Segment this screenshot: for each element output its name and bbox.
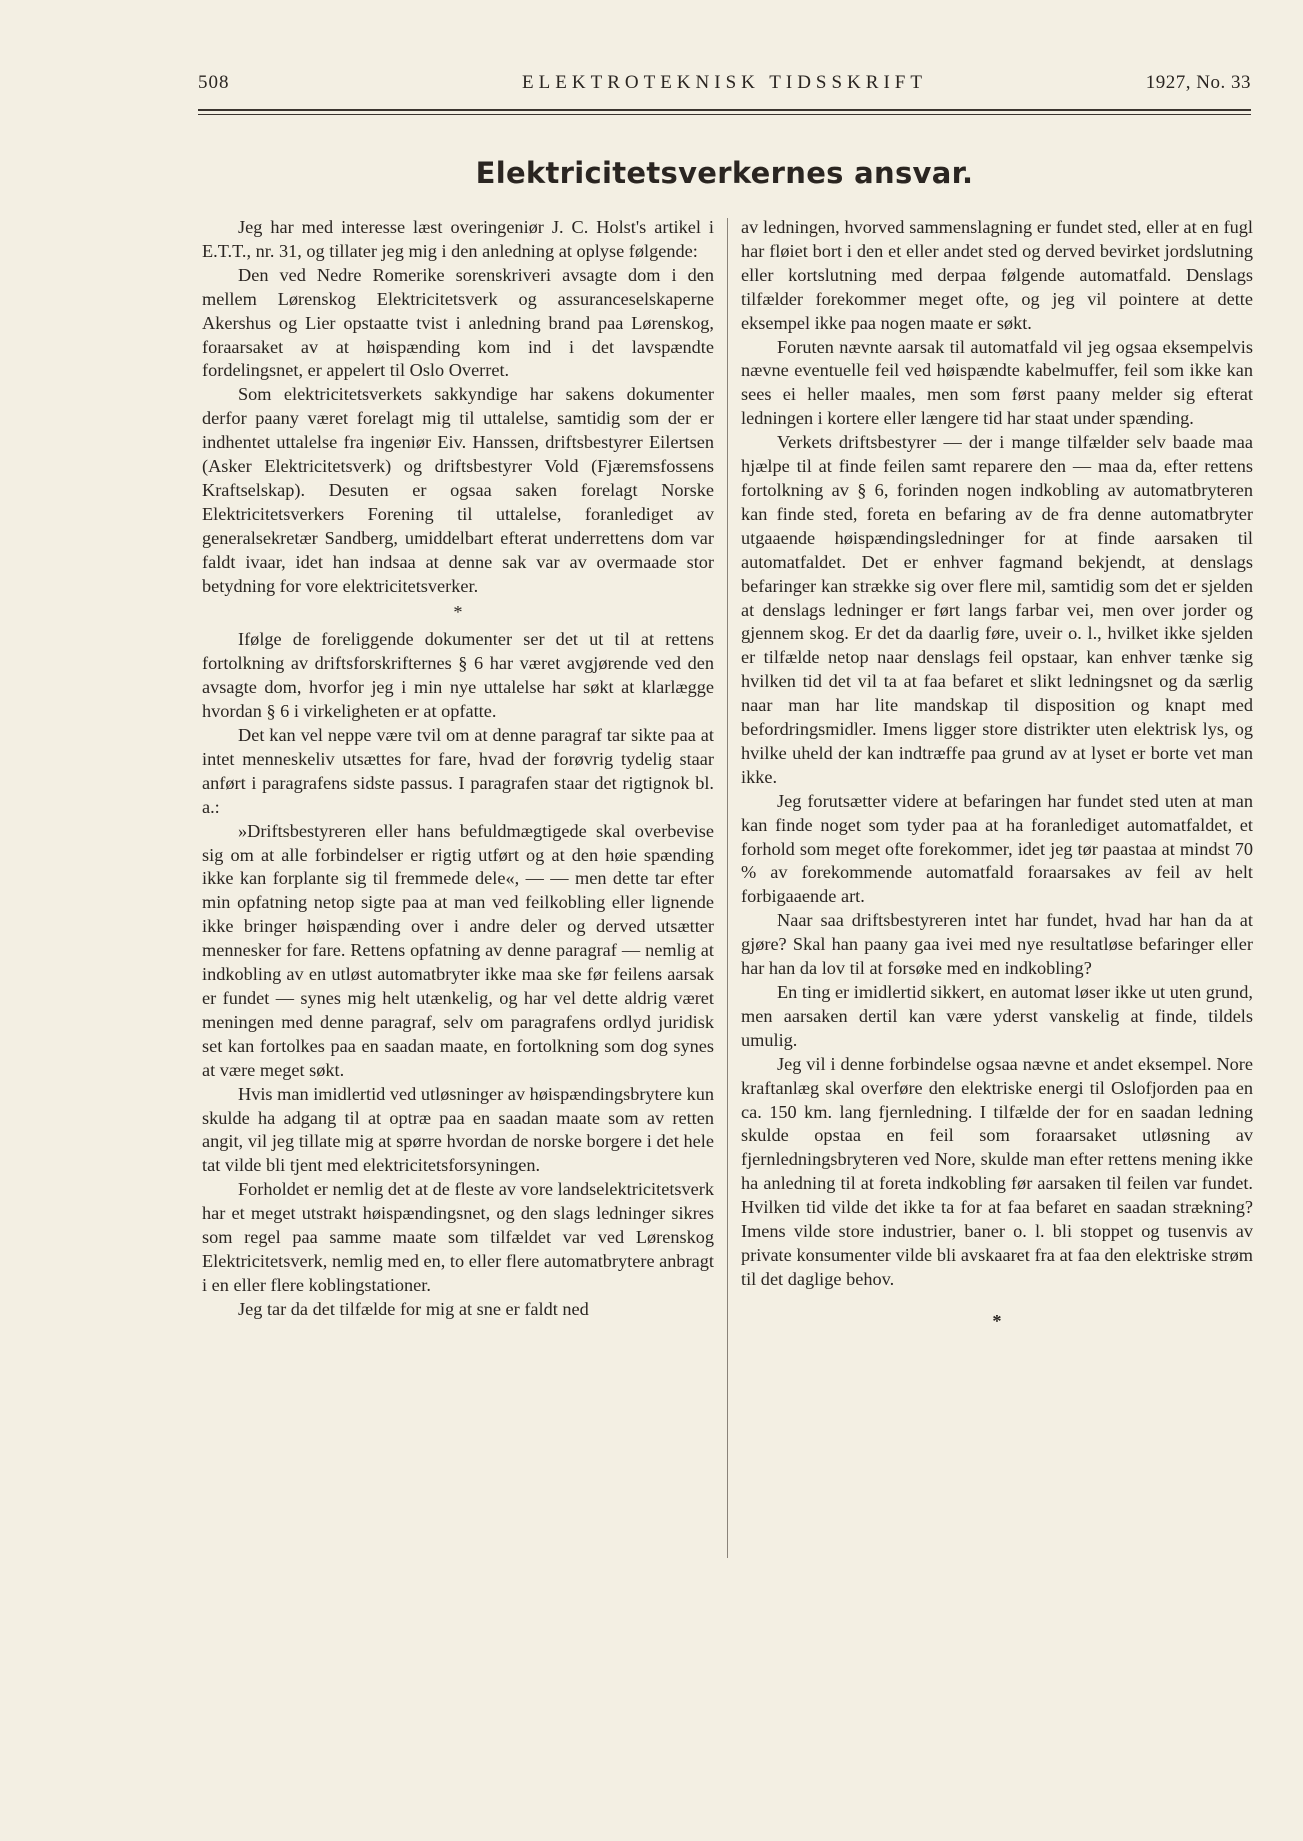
paragraph: Som elektricitetsverkets sakkyndige har sakens dokumenter derfor paany været forelagt mig til uttalelse, samtidig som der er indhentet uttalelse fra ingeniør Eiv. Hanssen, driftsbestyrer Eilertsen (Asker Elektricitetsverk) og driftsbestyrer Vold (Fjæremsfossens Kraftselskap). Desuten er ogsaa saken forelagt Norske Elektricitetsverkers Forening til uttalelse, foranlediget av generalsekretær Sandberg, umiddelbart efterat underrettens dom var faldt ivaar, idet han indsaa at denne sak var av overmaade stor betydning for vore elektricitetsverker. bbox=[202, 384, 714, 596]
paragraph: Foruten nævnte aarsak til automatfald vil jeg ogsaa eksempelvis nævne eventuelle feil ved høispændte kabelmuffer, feil som ikke kan sees ei heller maales, men som først paany melder sig efterat ledningen i kortere eller længere tid har staat under spænding. bbox=[741, 336, 1253, 429]
issue-label: 1927, No. 33 bbox=[1145, 72, 1251, 93]
paragraph: Jeg forutsætter videre at befaringen har fundet sted uten at man kan finde noget som tyder paa at ha foranlediget automatfaldet, et forhold som meget ofte forekommer, idet jeg tør paastaa at mindst 70 % av forekommende automatfald foraarsakes av feil av helt forbigaaende art. bbox=[741, 790, 1253, 907]
paragraph: Jeg vil i denne forbindelse ogsaa nævne et andet eksempel. Nore kraftanlæg skal overføre den elektriske energi til Oslofjorden paa en ca. 150 km. lang fjernledning. I tilfælde der for en saadan ledning skulde opstaa en feil som foraarsaket utløsning av fjernledningsbryteren ved Nore, skulde man efter rettens mening ikke ha anledning til at foreta indkobling før aarsaken til feilen var fundet. Hvilken tid vilde det ikke ta for at faa befaret en saadan strækning? Imens vilde store industrier, baner o. l. bli stoppet og tusenvis av private konsumenter vilde bli avskaaret fra at faa den elektriske strøm til det daglige behov. bbox=[741, 1053, 1253, 1289]
paragraph: Det kan vel neppe være tvil om at denne paragraf tar sikte paa at intet menneskeliv utsættes for fare, hvad der forøvrig tydelig staar anført i paragrafens sidste passus. I paragrafen staar det rigtignok bl. a.: bbox=[202, 725, 714, 817]
paragraph: av ledningen, hvorved sammenslagning er fundet sted, eller at en fugl har fløiet bort i den et eller andet sted og derved bevirket jordslutning eller kortslutning med derpaa følgende automatfald. Denslags tilfælder forekommer meget ofte, og jeg vil pointere at dette eksempel ikke paa nogen maate er søkt. bbox=[741, 217, 1253, 333]
column-divider bbox=[727, 218, 728, 1558]
paragraph: Jeg har med interesse læst overingeniør J. C. Holst's artikel i E.T.T., nr. 31, og tillater jeg mig i den anledning at oplyse følgende: bbox=[202, 217, 714, 261]
right-column bbox=[741, 216, 1253, 1338]
page-number: 508 bbox=[198, 72, 230, 93]
paragraph: Jeg tar da det tilfælde for mig at sne er faldt ned bbox=[238, 1298, 589, 1319]
paragraph: Forholdet er nemlig det at de fleste av vore landselektricitetsverk har et meget utstrakt høispændingsnet, og den slags ledninger sikres som regel paa samme maate som tilfældet var ved Lørenskog Elektricitetsverk, nemlig med en, to eller flere automatbrytere anbragt i en eller flere koblingstationer. bbox=[202, 1179, 714, 1295]
header-rule-thin bbox=[198, 114, 1251, 115]
paragraph: Ifølge de foreliggende dokumenter ser det ut til at rettens fortolkning av driftsforskrifternes § 6 har været avgjørende ved den avsagte dom, hvorfor jeg i min nye uttalelse har søkt at klarlægge hvordan § 6 i virkeligheten er at opfatte. bbox=[202, 629, 714, 722]
end-separator: * bbox=[992, 1310, 1002, 1331]
journal-name: ELEKTROTEKNISK TIDSSKRIFT bbox=[522, 72, 927, 93]
left-column bbox=[202, 216, 714, 1322]
running-header bbox=[198, 72, 1251, 98]
paragraph: Den ved Nedre Romerike sorenskriveri avsagte dom i den mellem Lørenskog Elektricitetsverk og assuranceselskaperne Akershus og Lier opstaatte tvist i anledning brand paa Lørenskog, foraarsaket av at høispænding kom ind i det lavspændte fordelingsnet, er appelert til Oslo Overret. bbox=[202, 264, 714, 381]
header-rule-thick bbox=[198, 109, 1251, 111]
paragraph: Hvis man imidlertid ved utløsninger av høispændingsbrytere kun skulde ha adgang til at optræ paa en saadan maate som av retten angit, vil jeg tillate mig at spørre hvordan de norske borgere i det hele tat vilde bli tjent med elektricitetsforsyningen. bbox=[202, 1083, 714, 1176]
paragraph: »Driftsbestyreren eller hans befuldmægtigede skal overbevise sig om at alle forbindelser er rigtig utført og at den høie spænding ikke kan forplante sig til fremmede dele«, — — men dette tar efter min opfatning netop sigte paa at man ved feilkobling eller lignende ikke bringer høispænding over i andre deler og derved utsætter mennesker for fare. Rettens opfatning av denne paragraf — nemlig at indkobling av en utløst automatbryter ikke maa ske før feilens aarsak er fundet — synes mig helt utænkelig, og har vel dette aldrig været meningen med denne paragraf, selv om paragrafens ordlyd juridisk set kan fortolkes paa en saadan maate, en fortolkning som dog synes at være meget søkt. bbox=[202, 820, 714, 1080]
paragraph: Verkets driftsbestyrer — der i mange tilfælder selv baade maa hjælpe til at finde feilen samt reparere den — maa da, efter rettens fortolkning av § 6, forinden nogen indkobling av automatbryteren kan finde sted, foreta en befaring av de fra denne automatbryter utgaaende høispændingsledninger for at finde aarsaken til automatfaldet. Det er enhver fagmand bekjendt, at denslags befaringer kan strække sig over flere mil, samtidig som det er sjelden at denslags ledninger er ført langs farbar vei, men over jorder og gjennem skog. Er det da daarlig føre, uveir o. l., hvilket ikke sjelden er tilfælde netop naar denslags feil opstaar, kan enhver tænke sig hvilken tid det vil ta at faa befaret et slikt ledningsnet og da særlig naar man har lite mandskap til disposition og knapt med befordringsmidler. Imens ligger store distrikter uten elektrisk lys, og hvilke uheld der kan indtræffe paa grund av at lyset er borte vet man ikke. bbox=[741, 432, 1253, 787]
paragraph: En ting er imidlertid sikkert, en automat løser ikke ut uten grund, men aarsaken dertil kan være yderst vanskelig at finde, tildels umulig. bbox=[741, 982, 1253, 1050]
article-title: Elektricitetsverkernes ansvar. bbox=[475, 156, 974, 190]
paragraph: Naar saa driftsbestyreren intet har fundet, hvad har han da at gjøre? Skal han paany gaa ivei med nye resultatløse befaringer eller har han da lov til at forsøke med en indkobling? bbox=[741, 910, 1253, 979]
section-separator: * bbox=[453, 601, 463, 622]
